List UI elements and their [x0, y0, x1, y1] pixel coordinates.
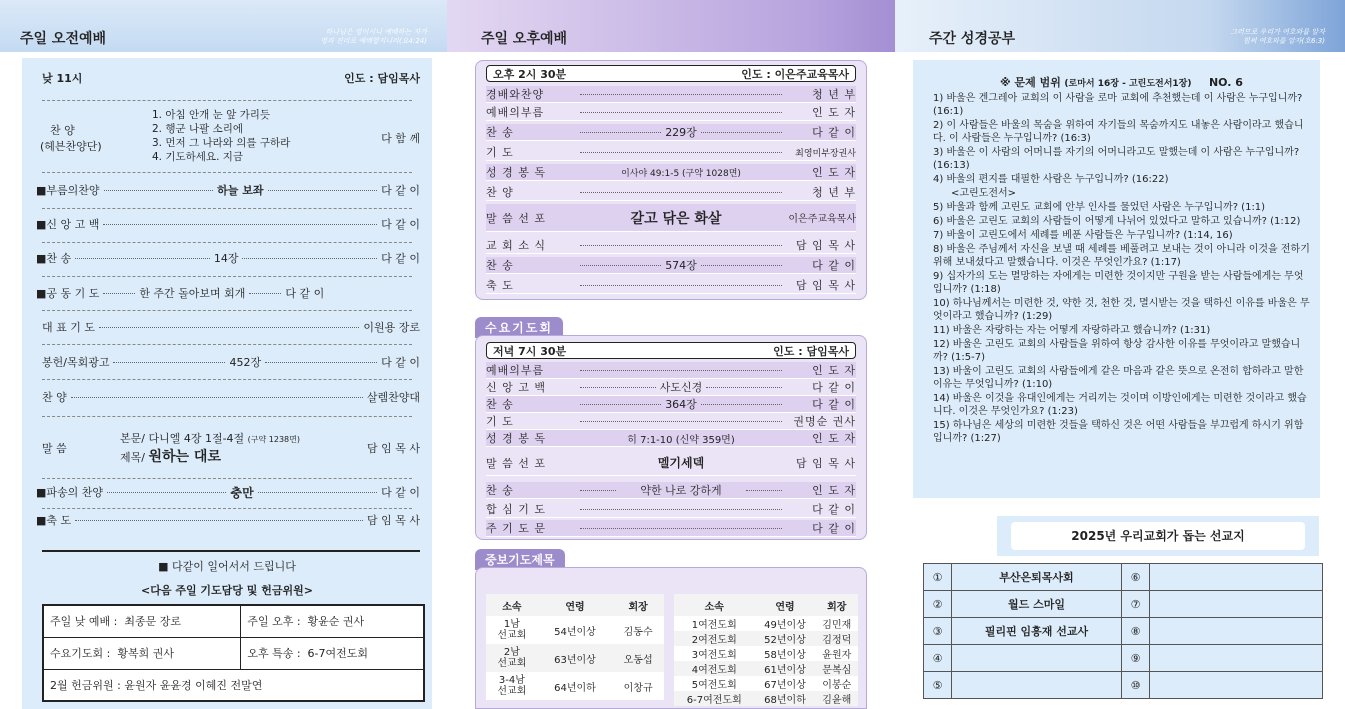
table-header: 소속 연령 회장 [486, 594, 664, 616]
quiz-section: <고린도전서> [951, 188, 1017, 199]
table-row: 1여전도회 49년이상 김민재 [674, 616, 858, 631]
order-label: ■신 앙 고 백 [36, 218, 100, 231]
table-row: 2남 선교회 63년이상 오동섭 [486, 644, 664, 672]
wed-row: 합 심 기 도 다 같 이 [486, 503, 856, 516]
sermon-right: 담 임 목 사 [367, 442, 420, 455]
order-row [36, 248, 420, 268]
hymn-item: 4. 기도하세요. 지금 [152, 151, 244, 163]
table-row: 6-7여전도회 68년이하 김윤해 [674, 691, 858, 706]
table-header: 소속 연령 회장 [674, 594, 858, 616]
order-mid: 14장 [213, 252, 239, 265]
opening-hymn [40, 108, 420, 168]
sermon-text-line [120, 430, 300, 446]
mission-row: ③ 필리핀 임흥재 선교사 ⑧ [924, 618, 1323, 645]
quiz-question: 9) 십자가의 도는 멸망하는 자에게는 미련한 것이지만 구원을 받는 사람들에게는 무엇입니까? (1:18) [933, 271, 1304, 295]
divider [42, 344, 412, 345]
order-right: 살렘찬양대 [366, 391, 420, 404]
mission-table [923, 563, 1323, 699]
sermon-text: 본문/ 다니엘 4장 1절-4절 [120, 432, 245, 445]
hymn-item: 3. 먼저 그 나라와 의를 구하라 [152, 137, 291, 149]
afternoon-header [447, 0, 895, 52]
quiz-question: 5) 바울과 함께 고린도 교회에 안부 인사를 물었던 사람은 누구입니까? (1:1) [933, 202, 1266, 213]
mission-row: ④ ⑨ [924, 645, 1323, 672]
hymn-item: 2. 행군 나팔 소리에 [152, 123, 244, 135]
divider [42, 100, 412, 101]
order-label: ■찬 송 [36, 252, 72, 265]
pm-row: 성 경 봉 독 이사야 49:1-5 (구약 1028면) 인 도 자 [486, 166, 856, 179]
order-mid: 한 주간 돌아보며 회개 [139, 287, 246, 300]
order-row [36, 510, 420, 530]
table-row: 3여전도회 58년이상 윤원자 [674, 646, 858, 661]
pm-row: 찬 양 청 년 부 [486, 186, 856, 199]
quiz-question: 2) 이 사람들은 바울의 목숨을 위하여 자기들의 목숨까지도 내놓은 사람이라고 했습니다. 이 사람들은 누구입니까? (16:3) [933, 120, 1304, 144]
quiz-question: 14) 바울은 이것을 유대인에게는 거리끼는 것이며 이방인에게는 미련한 것이라고 했습니다. 이것은 무엇인가요? (1:23) [933, 393, 1307, 417]
sermon-title: 원하는 대로 [148, 449, 221, 465]
mission-title-panel [997, 516, 1319, 556]
order-row [36, 214, 420, 234]
quiz-question: 11) 바울은 자랑하는 자는 어떻게 자랑하라고 했습니까? (1:31) [933, 325, 1211, 336]
wed-row: 예배의부름 인 도 자 [486, 364, 856, 377]
morning-time-row [42, 70, 420, 86]
mission-row: ② 월드 스마일 ⑦ [924, 591, 1323, 618]
order-row [42, 352, 420, 372]
divider [42, 478, 412, 479]
divider [42, 508, 412, 509]
mission-row: ① 부산은퇴목사회 ⑥ [924, 564, 1323, 591]
sermon-row [42, 426, 420, 474]
quiz-question: 10) 하나님께서는 미련한 것, 약한 것, 천한 것, 멸시받는 것을 택하신 이유를 바울은 무엇이라고 했습니까? (1:29) [933, 298, 1310, 322]
quiz-question: 15) 하나님은 세상의 미련한 것들을 택하신 것은 어떤 사람들을 부끄럽게 하시기 위함입니까? (1:27) [933, 420, 1304, 444]
table-row: 1남 선교회 54년이상 김동수 [486, 616, 664, 644]
table-row: 4여전도회 61년이상 문복심 [674, 661, 858, 676]
quiz-range-detail: (로마서 16장 - 고린도전서1장) [1064, 79, 1192, 89]
divider [42, 416, 412, 417]
afternoon-box [475, 60, 867, 300]
duty-cell: 오후 특송 : 6-7여전도회 [241, 637, 424, 669]
duty-cell: 주일 낮 예배 : 최종문 장로 [43, 605, 241, 637]
duty-row [43, 605, 424, 637]
quiz-panel [913, 60, 1320, 498]
wed-row: 신 앙 고 백 사도신경 다 같 이 [486, 381, 857, 394]
morning-time: 낮 11시 [42, 72, 83, 85]
order-right: 다 같 이 [381, 184, 420, 197]
mission-row: ⑤ ⑩ [924, 672, 1323, 699]
women-table [674, 594, 858, 706]
sermon-title-line [120, 446, 221, 466]
sermon-title-label: 제목/ [120, 451, 145, 464]
quiz-range-line [933, 74, 1310, 90]
order-right: 다 같 이 [381, 218, 420, 231]
order-right: 다 같 이 [285, 287, 325, 300]
wed-row: 성 경 봉 독 히 7:1-10 (신약 359면) 인 도 자 [486, 432, 856, 446]
order-right: 다 같 이 [381, 356, 420, 369]
morning-header [0, 0, 447, 52]
table-row: 5여전도회 67년이상 이봉순 [674, 676, 858, 691]
order-label: ■축 도 [36, 514, 72, 527]
order-row [36, 283, 420, 303]
duty-table [42, 604, 425, 702]
wed-leader: 인도 : 담임목사 [773, 344, 849, 358]
pm-row: 예배의부름 인 도 자 [486, 106, 856, 119]
hymn-label: 찬 양 [50, 124, 75, 137]
morning-title: 주일 오전예배 [20, 31, 107, 47]
morning-leader: 인도 : 담임목사 [344, 72, 420, 85]
wed-row: 찬 송 약한 나로 강하게 인 도 자 [486, 484, 856, 497]
quiz-range: ※ 문제 범위 [1000, 76, 1061, 89]
divider [42, 242, 412, 243]
pm-head [486, 65, 856, 82]
afternoon-title: 주일 오후예배 [481, 31, 568, 47]
wed-head [486, 342, 856, 359]
stand-note: ■ 다같이 일어서서 드립니다 [158, 560, 296, 573]
wed-time: 저녁 7시 30분 [493, 344, 567, 358]
order-row [36, 180, 420, 200]
prayer-box [475, 567, 867, 709]
order-right: 담 임 목 사 [367, 514, 420, 527]
afternoon-column [447, 0, 895, 709]
order-label: ■부름의찬양 [36, 184, 100, 197]
morning-panel [22, 58, 432, 709]
pm-row: 기 도 최영미부장권사 [486, 146, 856, 159]
duty-row [43, 637, 424, 669]
order-label: 찬 양 [42, 391, 67, 404]
quiz-question: 12) 바울은 고린도 교회의 사람들을 위하여 항상 감사한 이유를 무엇이라고 말했습니까? (1:5-7) [933, 339, 1301, 363]
order-row [42, 317, 420, 337]
hymn-item: 1. 아침 안개 눈 앞 가리듯 [152, 109, 270, 121]
bible-study-column [895, 0, 1345, 709]
divider [42, 310, 412, 311]
offering-cell: 2월 헌금위원 : 윤원자 윤윤경 이혜진 전말연 [50, 678, 263, 692]
quiz-no: NO. 6 [1208, 76, 1243, 89]
hymn-list [152, 108, 290, 164]
order-right: 다 같 이 [381, 252, 420, 265]
quiz-question: 13) 바울이 고린도 교회의 사람들에게 같은 마음과 같은 뜻으로 온전히 합하라고 말한 이유는 무엇입니까? (1:10) [933, 366, 1304, 390]
quiz-question: 4) 바울의 편지를 대필한 사람은 누구입니까? (16:22) [933, 174, 1169, 185]
order-label: 봉헌/목회광고 [42, 356, 110, 369]
pm-row: 찬 송 229장 다 같 이 [486, 126, 856, 139]
quiz-question: 6) 바울은 고린도 교회의 사람들이 어떻게 나뉘어 있었다고 말하고 있습니까? (1:12) [933, 216, 1301, 227]
order-row [36, 482, 420, 502]
divider [42, 550, 420, 552]
quiz-question: 7) 바울이 고린도에서 세례를 베푼 사람들은 누구입니까? (1:14, 16) [933, 230, 1233, 241]
order-right: 다 같 이 [381, 486, 420, 499]
prayer-tag: 중보기도제목 [475, 549, 565, 570]
quiz-question: 3) 바울은 이 사람의 어머니를 자기의 어머니라고도 말했는데 이 사람은 누구입니까? (16:13) [933, 147, 1300, 171]
sermon-label: 말 씀 [42, 442, 67, 455]
divider [42, 208, 412, 209]
study-header [895, 0, 1345, 52]
order-label: 대 표 기 도 [42, 321, 95, 334]
divider [42, 172, 412, 173]
table-row: 2여전도회 52년이상 김정덕 [674, 631, 858, 646]
sermon-page: (구약 1238면) [247, 435, 301, 444]
pm-leader: 인도 : 이은주교육목사 [741, 67, 849, 81]
pm-row: 찬 송 574장 다 같 이 [486, 259, 856, 272]
pm-row: 교 회 소 식 담 임 목 사 [486, 239, 856, 252]
wed-row: 주 기 도 문 다 같 이 [486, 522, 856, 535]
divider [42, 379, 412, 380]
duty-title: <다음 주일 기도담당 및 헌금위원> [141, 584, 313, 597]
order-label: ■파송의 찬양 [36, 486, 104, 499]
duty-cell: 주일 오후 : 황윤순 권사 [241, 605, 424, 637]
study-title: 주간 성경공부 [929, 31, 1016, 47]
men-table [486, 594, 664, 700]
hymn-sub: (헤븐찬양단) [40, 140, 102, 153]
quiz-question: 8) 바울은 주님께서 자신을 보낼 때 세례를 베풀려고 보내는 것이 아니라 이것을 전하기 위해 보내셨다고 말했습니다. 이것은 무엇인가요? (1:17) [933, 244, 1310, 268]
order-mid: 하늘 보좌 [217, 184, 264, 197]
order-mid: 452장 [229, 356, 262, 369]
wed-row: 찬 송 364장 다 같 이 [486, 398, 856, 411]
wednesday-box [475, 335, 867, 540]
pm-time: 오후 2시 30분 [493, 67, 567, 81]
morning-verse: 하나님은 영이시니 예배하는 자가 영과 진리로 예배할지니라(요4:24) [320, 28, 427, 45]
study-verse: 그러므로 우리가 여호와를 알자 힘써 여호와를 알자(호6:3) [1230, 28, 1325, 45]
order-label: ■공 동 기 도 [36, 287, 100, 300]
pm-row: 축 도 담 임 목 사 [486, 279, 856, 292]
pm-sermon-row: 말 씀 선 포 갈고 닦은 화살 이은주교육목사 [486, 204, 856, 232]
order-mid: 충만 [230, 485, 254, 500]
pm-row: 경배와찬양 청 년 부 [486, 88, 856, 101]
hymn-right: 다 함 께 [381, 132, 420, 145]
order-right: 이원용 장로 [363, 321, 420, 334]
quiz-question: 1) 바울은 겐그레아 교회의 이 사람을 로마 교회에 추천했는데 이 사람은 누구입니까? (16:1) [933, 93, 1303, 117]
duty-cell: 수요기도회 : 황복희 권사 [43, 637, 241, 669]
wed-sermon-row: 말 씀 선 포 멜기세덱 담 임 목 사 [486, 450, 856, 476]
wednesday-tag: 수요기도회 [475, 317, 563, 338]
table-row: 3-4남 선교회 64년이하 이창규 [486, 672, 664, 700]
duty-row [43, 669, 424, 701]
divider [42, 276, 412, 277]
morning-service-column [0, 0, 447, 709]
mission-title: 2025년 우리교회가 돕는 선교지 [1011, 522, 1305, 550]
order-row [42, 387, 420, 407]
wed-row: 기 도 권명순 권사 [486, 415, 856, 428]
